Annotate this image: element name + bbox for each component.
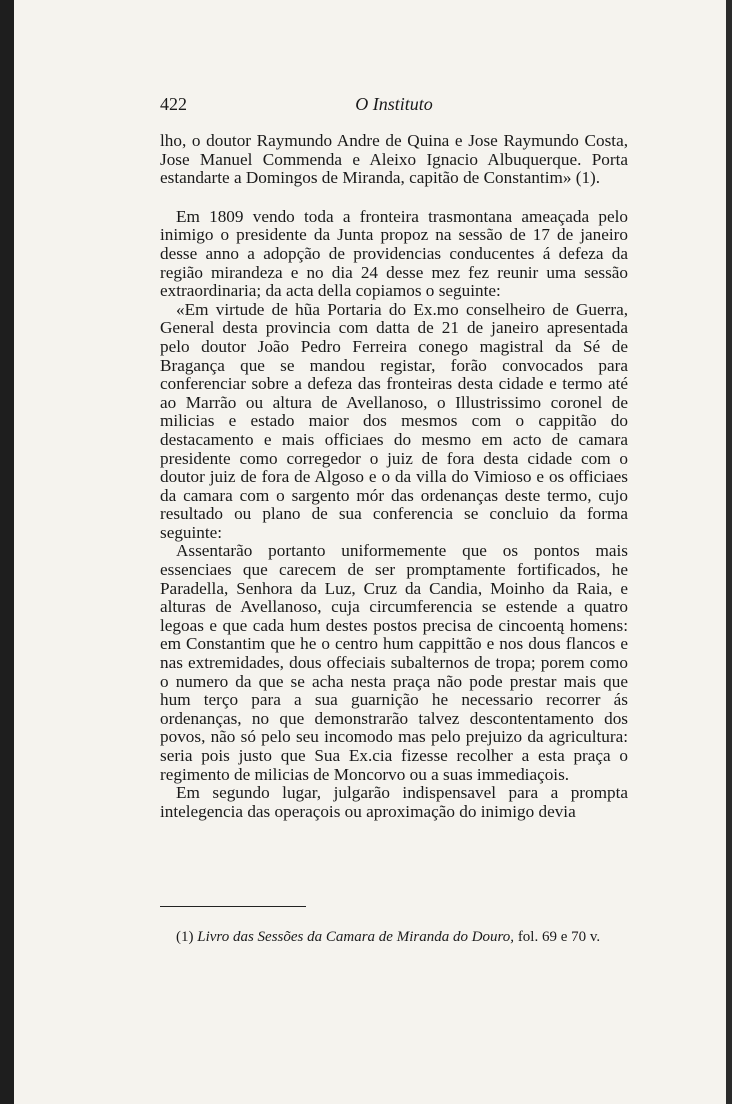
footnote-divider [160, 906, 306, 907]
footnote-folio-ref: fol. 69 e 70 v. [517, 929, 601, 945]
page-header [160, 94, 628, 120]
page-number: 422 [160, 94, 187, 114]
footnote-marker: (1) [176, 929, 194, 945]
paragraph-1809: Em 1809 vendo toda a fronteira trasmontana ameaçada pelo inimigo o presidente da Junta propoz na sessão de 17 de janeiro desse anno a adopção de providencias conducentes á defeza da região mirandeza e no dia 24 desse mez fez reunir uma sessão extraordinaria; da acta della copiamos o seguinte: [160, 206, 628, 301]
paragraph-continuation: lho, o doutor Raymundo Andre de Quina e Jose Raymundo Costa, Jose Manuel Commenda e Aleixo Ignacio Albuquerque. Porta estandarte a Domingos de Miranda, capitão de Constantim» (1). [160, 131, 628, 188]
paragraph-segundo-lugar: Em segundo lugar, julgarão indispensavel para a prompta intelegencia das operaçois ou aproximação do inimigo devia [160, 783, 628, 821]
running-title: O Instituto [355, 94, 433, 114]
paragraph-portaria: «Em virtude de hũa Portaria do Ex.mo conselheiro de Guerra, General desta provincia com datta de 21 de janeiro apresentada pelo doutor João Pedro Ferreira conego magistral da Sé de Bragança que se mandou registar, forão convocados para conferenciar sobre a defeza das fronteiras desta cidade e termo até ao Marrão ou altura de Avellanoso, o Illustrissimo coronel de milicias e estado maior dos mesmos com o cappitão do destacamento e mais officiaes do mesmo em acto de camara presidente como corregedor o juiz de fora desta cidade com o doutor juiz de fora de Algoso e o da villa do Vimioso e os officiaes da camara com o sargento mór das ordenanças deste termo, cujo resultado ou plano de sua conferencia se concluio da forma seguinte: [160, 299, 628, 542]
footnote [176, 929, 646, 946]
paragraph-assentarao: Assentarão portanto uniformemente que os pontos mais essenciaes que carecem de ser promptamente fortificados, he Paradella, Senhora da Luz, Cruz da Candia, Moinho da Raia, e alturas de Avellanoso, cuja circumferencia se estende a quatro legoas e que cada hum destes postos precisa de cincoentą homens: em Constantim que he o centro hum cappittão e nos dous flancos e nas extremidades, dous offeciais subalternos de tropa; porem como o numero da que se acha nesta praça não pode prestar mais que hum terço para a sua guarnição he necessario recorrer ás ordenanças, no que demonstrarão talvez descontentamento dos povos, não só pelo seu incomodo mas pelo prejuizo da agricultura: seria pois justo que Sua Ex.cia fizesse recolher a esta praça o regimento de milicias de Moncorvo ou a suas immediaçois. [160, 541, 628, 784]
footnote-source-title: Livro das Sessões da Camara de Miranda do Douro, [197, 929, 515, 945]
body-text [160, 132, 628, 821]
